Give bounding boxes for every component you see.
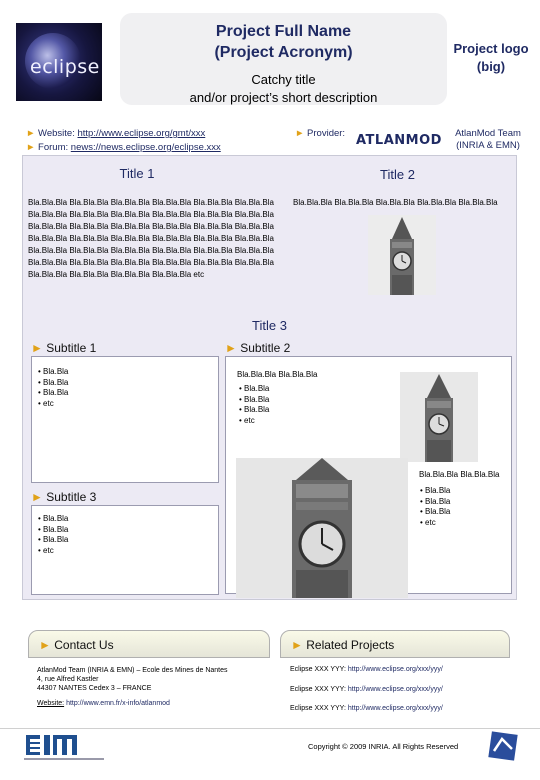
list-item: • etc	[420, 517, 436, 527]
list-item-text: etc	[425, 517, 436, 527]
arrow-right-icon: ►	[26, 142, 36, 153]
subtitle-2	[225, 341, 290, 355]
related-tab	[280, 630, 510, 658]
list-item: • Bla.Bla	[38, 535, 69, 544]
provider-name-line1: AtlanMod Team	[455, 128, 521, 139]
related-item-name: Eclipse XXX YYY:	[290, 666, 346, 673]
subtitle-1-list	[38, 367, 218, 409]
list-item: • Bla.Bla	[239, 394, 270, 404]
subtitle-3-label: Subtitle 3	[46, 490, 97, 504]
list-item: • Bla.Bla	[420, 496, 451, 506]
forum-label: Forum:	[38, 142, 69, 153]
website-row	[26, 128, 205, 139]
related-item-name: Eclipse XXX YYY:	[290, 686, 346, 693]
list-item-text: Bla.Bla	[425, 507, 451, 516]
contact-website-row	[37, 699, 170, 708]
provider-name	[438, 128, 538, 152]
contact-website-link[interactable]: http://www.emn.fr/x-info/atlanmod	[66, 700, 170, 707]
contact-line1: AtlanMod Team (INRIA & EMN) – Ecole des Mines de Nantes	[37, 667, 228, 674]
title-box	[120, 13, 447, 105]
big-ben-image-large	[236, 458, 408, 598]
project-name	[120, 21, 447, 63]
project-logo-placeholder	[448, 40, 534, 76]
subtitle-2-list-b	[420, 486, 450, 528]
provider-name-line2: (INRIA & EMN)	[456, 140, 520, 151]
subtitle-1-box	[31, 356, 219, 483]
list-item-text: Bla.Bla	[43, 535, 69, 544]
list-item-text: etc	[244, 415, 255, 425]
list-item: • etc	[38, 545, 54, 555]
inria-logo	[488, 731, 518, 761]
contact-tab	[28, 630, 270, 658]
subtitle-3	[31, 490, 96, 504]
title-2: Title 2	[380, 167, 415, 182]
website-label: Website:	[38, 128, 75, 139]
list-item: • Bla.Bla	[239, 405, 270, 414]
arrow-right-icon: ►	[295, 128, 305, 139]
title-1-body: Bla.Bla.Bla Bla.Bla.Bla Bla.Bla.Bla Bla.Bla.Bla Bla.Bla.Bla Bla.Bla.Bla Bla.Bla.Bla Bla.Bla.Bla Bla.Bla.Bla Bla.Bla.Bla Bla.Bla.Bla Bla.Bla.Bla Bla.Bla.Bla Bla.Bla.Bla Bla.Bla.Bla Bla.Bla.Bla Bla.Bla.Bla Bla.Bla.Bla Bla.Bla.Bla Bla.Bla.Bla Bla.Bla.Bla Bla.Bla.Bla Bla.Bla.Bla Bla.Bla.Bla Bla.Bla.Bla Bla.Bla.Bla Bla.Bla.Bla Bla.Bla.Bla Bla.Bla.Bla Bla.Bla.Bla Bla.Bla.Bla Bla.Bla.Bla Bla.Bla.Bla Bla.Bla.Bla Bla.Bla.Bla Bla.Bla.Bla Bla.Bla.Bla Bla.Bla.Bla Bla.Bla.Bla Bla.Bla.Bla etc	[28, 198, 274, 279]
arrow-right-icon: ►	[225, 341, 237, 355]
contact-line2: 4, rue Alfred Kastler	[37, 676, 99, 683]
subtitle-1-label: Subtitle 1	[46, 341, 97, 355]
contact-address	[37, 666, 269, 693]
project-name-line2: (Project Acronym)	[214, 44, 353, 61]
website-link[interactable]: http://www.eclipse.org/gmt/xxx	[77, 128, 206, 139]
list-item-text: Bla.Bla	[43, 524, 69, 534]
list-item: • Bla.Bla	[38, 388, 69, 397]
related-item	[290, 704, 443, 713]
eclipse-logo	[16, 23, 102, 101]
related-title: Related Projects	[306, 638, 395, 652]
related-item	[290, 685, 443, 694]
subtitle-2-label: Subtitle 2	[240, 341, 291, 355]
list-item-text: Bla.Bla	[43, 377, 69, 387]
catchy-line1: Catchy title	[251, 72, 316, 87]
list-item-text: Bla.Bla	[425, 486, 451, 495]
title-3: Title 3	[252, 318, 287, 333]
contact-title: Contact Us	[54, 638, 114, 652]
project-logo-line1: Project logo	[453, 41, 529, 56]
list-item-text: Bla.Bla	[43, 514, 69, 523]
subtitle-2-intro: Bla.Bla.Bla Bla.Bla.Bla	[237, 370, 318, 379]
forum-row	[26, 142, 221, 153]
list-item-text: Bla.Bla	[244, 384, 270, 393]
catchy-line2: and/or project’s short description	[189, 90, 378, 105]
list-item-text: Bla.Bla	[43, 388, 69, 397]
arrow-right-icon: ►	[26, 128, 36, 139]
list-item: • etc	[38, 398, 54, 408]
big-ben-image	[368, 215, 436, 295]
list-item: • Bla.Bla	[420, 507, 451, 516]
provider-row	[295, 128, 345, 139]
list-item-text: Bla.Bla	[425, 496, 451, 506]
title-1: Title 1	[119, 166, 155, 181]
arrow-right-icon: ►	[31, 341, 43, 355]
list-item: • Bla.Bla	[38, 377, 69, 387]
eclipse-logo-text: eclipse	[30, 56, 100, 78]
related-item-link[interactable]: http://www.eclipse.org/xxx/yyy/	[347, 686, 443, 693]
contact-website-label: Website:	[37, 700, 65, 707]
related-item	[290, 665, 443, 674]
related-item-link[interactable]: http://www.eclipse.org/xxx/yyy/	[347, 666, 443, 673]
title-2-body: Bla.Bla.Bla Bla.Bla.Bla Bla.Bla.Bla Bla.Bla.Bla Bla.Bla.Bla	[293, 198, 498, 207]
subtitle-3-list	[38, 514, 218, 556]
forum-link[interactable]: news://news.eclipse.org/eclipse.xxx	[70, 142, 221, 153]
list-item-text: Bla.Bla	[244, 405, 270, 414]
related-item-name: Eclipse XXX YYY:	[290, 705, 346, 712]
subtitle-1	[31, 341, 96, 355]
emn-logo	[22, 733, 112, 763]
list-item: • Bla.Bla	[38, 514, 69, 523]
list-item: • Bla.Bla	[38, 524, 69, 534]
atlanmod-logo: ATLANMOD	[356, 133, 442, 148]
catchy-title	[120, 71, 447, 107]
contact-line3: 44307 NANTES Cedex 3 – FRANCE	[37, 685, 152, 692]
subtitle-2-caption: Bla.Bla.Bla Bla.Bla.Bla	[419, 470, 500, 479]
list-item-text: etc	[43, 398, 54, 408]
list-item: • etc	[239, 415, 255, 425]
list-item-text: etc	[43, 545, 54, 555]
subtitle-3-box	[31, 505, 219, 595]
provider-label: Provider:	[307, 128, 346, 139]
project-name-line1: Project Full Name	[215, 23, 352, 40]
big-ben-image-small	[400, 372, 478, 462]
list-item: • Bla.Bla	[420, 486, 451, 495]
list-item-text: Bla.Bla	[244, 394, 270, 404]
arrow-right-icon: ►	[291, 638, 303, 652]
list-item-text: Bla.Bla	[43, 367, 69, 376]
project-logo-line2: (big)	[476, 59, 506, 74]
list-item: • Bla.Bla	[38, 367, 69, 376]
subtitle-2-list	[239, 384, 269, 426]
related-item-link[interactable]: http://www.eclipse.org/xxx/yyy/	[347, 705, 443, 712]
arrow-right-icon: ►	[31, 490, 43, 504]
footer-divider	[0, 728, 540, 729]
list-item: • Bla.Bla	[239, 384, 270, 393]
arrow-right-icon: ►	[39, 638, 51, 652]
copyright: Copyright © 2009 INRIA. All Rights Reserved	[308, 742, 459, 751]
